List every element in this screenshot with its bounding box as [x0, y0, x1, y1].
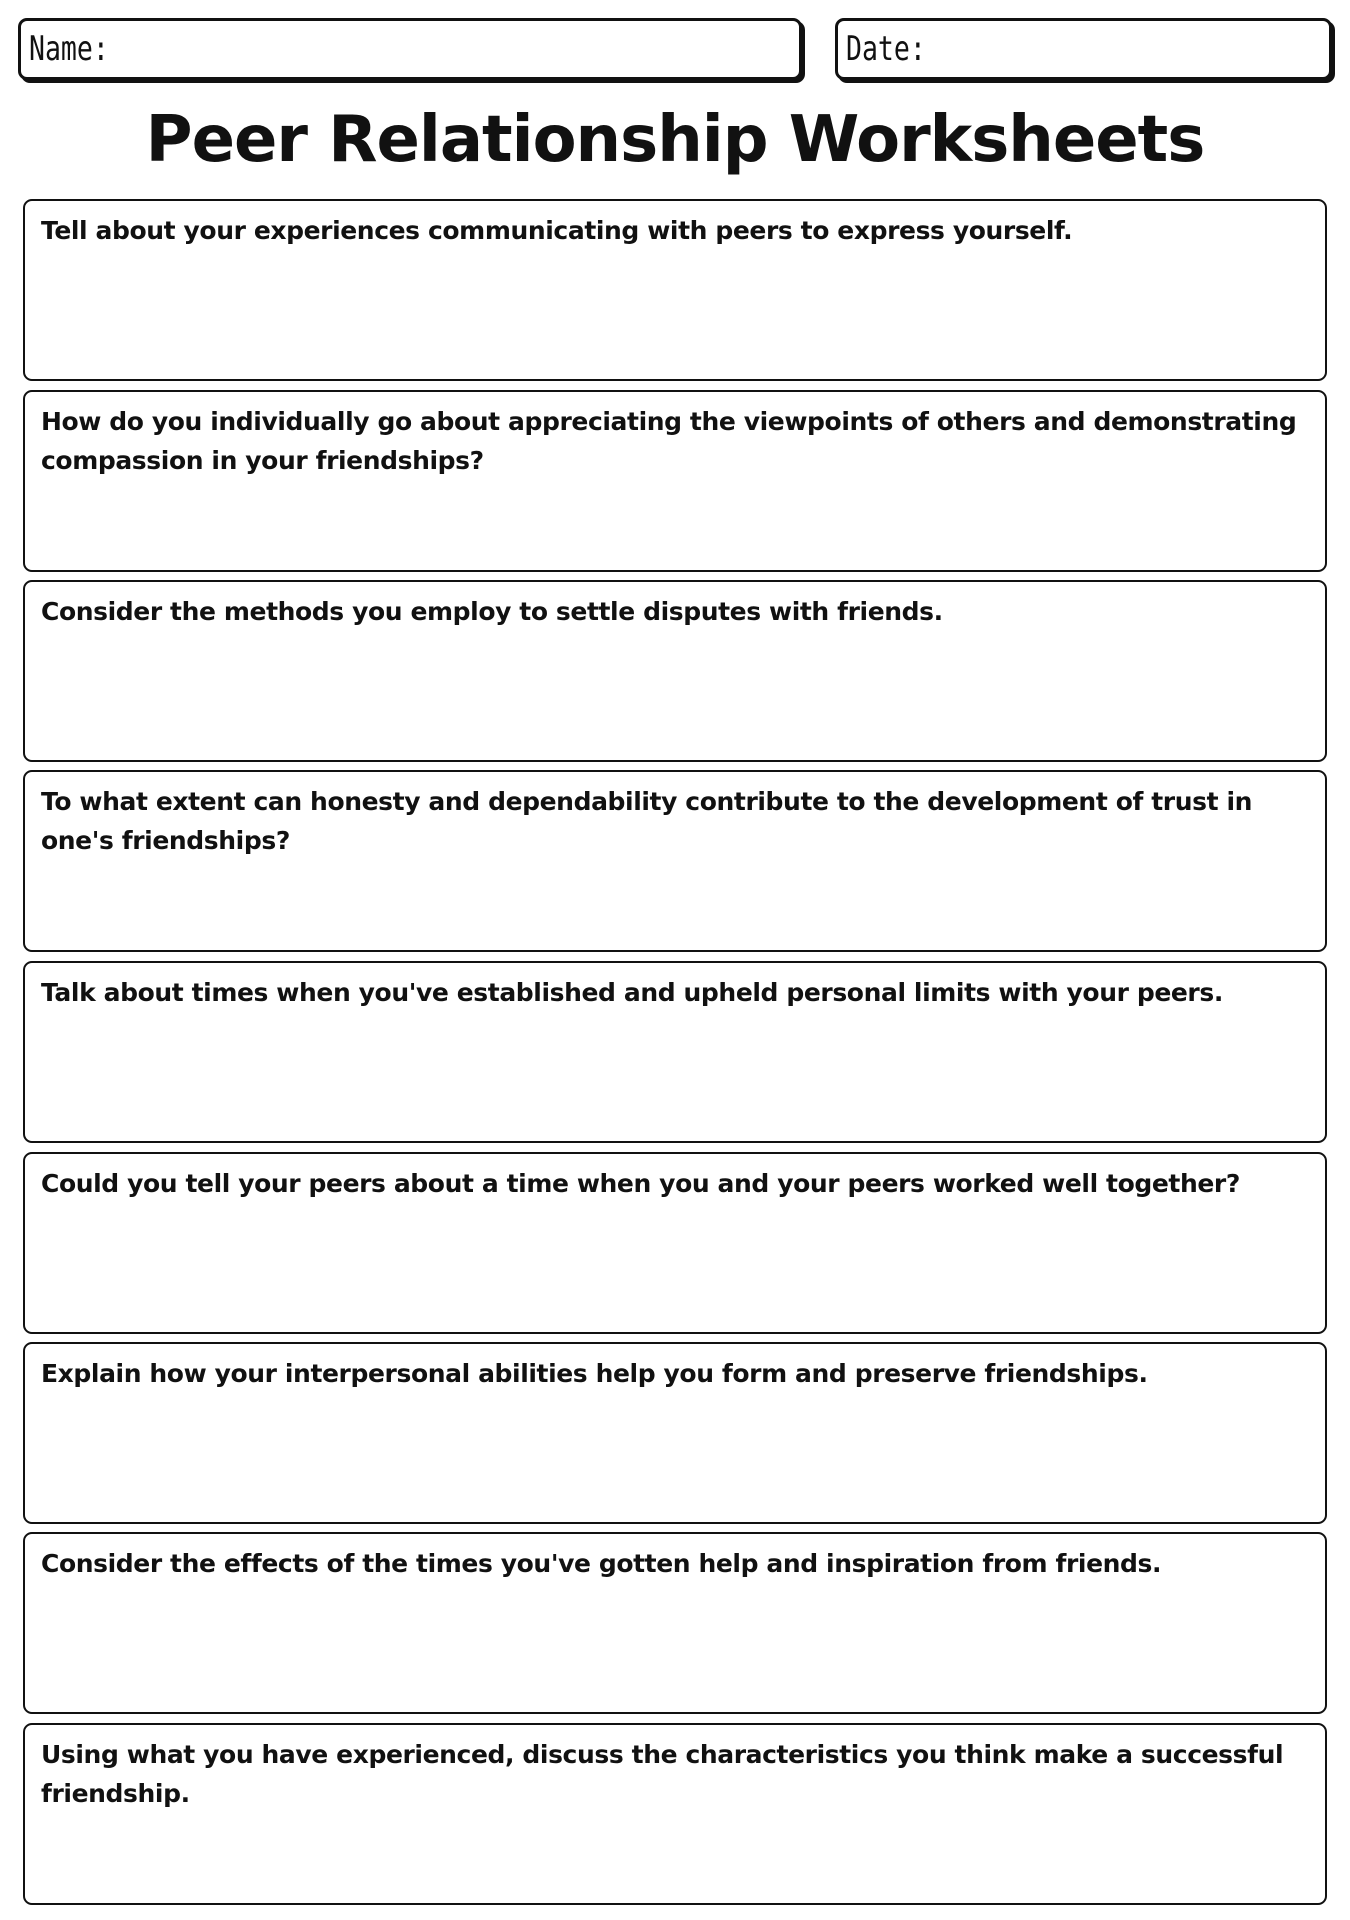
question-text: Explain how your interpersonal abilities help you form and preserve friendships.: [41, 1359, 1148, 1388]
question-box-5[interactable]: [23, 961, 1327, 1143]
question-box-7[interactable]: [23, 1342, 1327, 1524]
question-text: Using what you have experienced, discuss the characteristics you think make a successful friendship.: [41, 1740, 1284, 1808]
date-field[interactable]: [835, 18, 1332, 80]
question-text: To what extent can honesty and dependability contribute to the development of trust in one's friendships?: [41, 787, 1253, 855]
question-box-4[interactable]: [23, 770, 1327, 952]
question-text: How do you individually go about appreciating the viewpoints of others and demonstrating compassion in your friendships?: [41, 407, 1297, 475]
question-box-8[interactable]: [23, 1532, 1327, 1714]
question-box-6[interactable]: [23, 1152, 1327, 1334]
question-text: Consider the effects of the times you've gotten help and inspiration from friends.: [41, 1549, 1162, 1578]
question-box-3[interactable]: [23, 580, 1327, 762]
name-field[interactable]: [18, 18, 802, 80]
page-title: Peer Relationship Worksheets: [145, 103, 1205, 177]
question-text: Talk about times when you've established and upheld personal limits with your peers.: [41, 978, 1223, 1007]
question-text: Could you tell your peers about a time when you and your peers worked well together?: [41, 1169, 1240, 1198]
question-box-9[interactable]: [23, 1723, 1327, 1905]
question-box-1[interactable]: [23, 199, 1327, 381]
date-label: Date:: [846, 29, 926, 69]
question-text: Consider the methods you employ to settle disputes with friends.: [41, 597, 943, 626]
question-box-2[interactable]: [23, 390, 1327, 572]
name-label: Name:: [29, 29, 109, 69]
question-text: Tell about your experiences communicating with peers to express yourself.: [41, 216, 1073, 245]
